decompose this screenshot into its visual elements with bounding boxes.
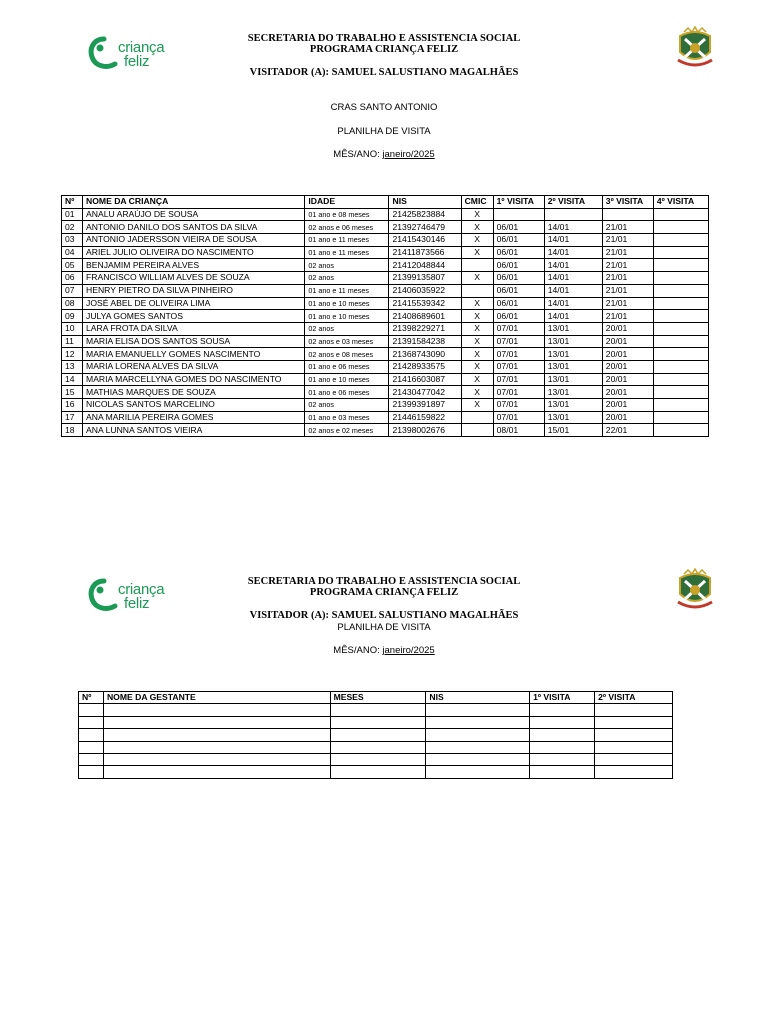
table-row [62,272,709,285]
table-cell: 21391584238 [389,335,461,348]
table-cell[interactable] [426,766,530,778]
table-cell: MARIA MARCELLYNA GOMES DO NASCIMENTO [83,373,305,386]
table-cell: 01 ano e 11 meses [305,246,389,259]
table-cell [653,411,708,424]
table-cell: JOSÉ ABEL DE OLIVEIRA LIMA [83,297,305,310]
sheet-title: PLANILHA DE VISITA [337,126,431,137]
table-cell: 06/01 [493,246,544,259]
table-cell [461,411,493,424]
table-cell[interactable] [426,729,530,741]
month-year-value: janeiro/2025 [382,645,435,656]
table-cell: 21398229271 [389,322,461,335]
table-cell[interactable] [330,741,426,753]
table-cell: 07/01 [493,335,544,348]
table-cell [493,208,544,221]
table-cell: ANA MARILIA PEREIRA GOMES [83,411,305,424]
table-cell: X [461,348,493,361]
table-row [79,729,673,741]
table-cell[interactable] [79,741,104,753]
table-cell[interactable] [103,741,330,753]
table-cell: 21368743090 [389,348,461,361]
table-cell [461,284,493,297]
table-cell[interactable] [426,716,530,728]
table-cell [653,246,708,259]
table-cell: 21412048844 [389,259,461,272]
table-cell: ANTONIO DANILO DOS SANTOS DA SILVA [83,221,305,234]
table-cell: 21415539342 [389,297,461,310]
table-cell: 07/01 [493,322,544,335]
table-cell[interactable] [595,741,673,753]
table-cell: 06/01 [493,221,544,234]
table-cell [653,386,708,399]
table-cell: 07 [62,284,83,297]
table-row [62,360,709,373]
table-cell: 15/01 [544,424,602,437]
table-cell: 21428933575 [389,360,461,373]
table-cell[interactable] [530,729,595,741]
table-cell: 06/01 [493,297,544,310]
table-cell[interactable] [79,766,104,778]
table-cell [653,424,708,437]
table-cell[interactable] [530,766,595,778]
table-cell: 04 [62,246,83,259]
column-header: Nº [79,692,104,704]
table-cell: ANTONIO JADERSSON VIEIRA DE SOUSA [83,234,305,247]
header-program-2: PROGRAMA CRIANÇA FELIZ [309,587,459,598]
table-cell: 21415430146 [389,234,461,247]
table-cell: ANA LUNNA SANTOS VIEIRA [83,424,305,437]
table-cell: 21398002676 [389,424,461,437]
table-row [62,373,709,386]
table-cell: 14/01 [544,221,602,234]
table-cell: 14/01 [544,246,602,259]
table-cell: 13/01 [544,360,602,373]
table-cell: 06 [62,272,83,285]
table-cell: 01 [62,208,83,221]
table-cell: 02 anos e 08 meses [305,348,389,361]
column-header: 2º VISITA [544,196,602,209]
table-cell: ARIEL JULIO OLIVEIRA DO NASCIMENTO [83,246,305,259]
table-cell: 20/01 [602,322,653,335]
table-cell: 10 [62,322,83,335]
sheet-title-2: PLANILHA DE VISITA [337,622,431,633]
table-cell: 21/01 [602,310,653,323]
table-cell: 21446159822 [389,411,461,424]
header-visitor-2: VISITADOR (A): SAMUEL SALUSTIANO MAGALHÃES [249,610,519,621]
table-cell: ANALU ARAÚJO DE SOUSA [83,208,305,221]
column-header: CMIC [461,196,493,209]
table-cell[interactable] [426,704,530,716]
month-year [0,150,768,160]
table-cell: 14/01 [544,310,602,323]
month-year-label: MÊS/ANO: [333,645,383,656]
table-cell: 20/01 [602,348,653,361]
table-row [62,297,709,310]
table-cell: LARA FROTA DA SILVA [83,322,305,335]
table-cell: 07/01 [493,411,544,424]
table-cell: NICOLAS SANTOS MARCELINO [83,399,305,412]
table-cell: 13/01 [544,335,602,348]
column-header: 1º VISITA [493,196,544,209]
table-cell [653,335,708,348]
table-cell: 21408689601 [389,310,461,323]
table-cell [653,284,708,297]
table-cell: X [461,322,493,335]
table-cell: 21411873566 [389,246,461,259]
table-cell: 13/01 [544,373,602,386]
table-cell[interactable] [330,704,426,716]
table-cell: 07/01 [493,399,544,412]
table-row [62,221,709,234]
table-cell [602,208,653,221]
table-cell: 14/01 [544,259,602,272]
table-cell: 01 ano e 08 meses [305,208,389,221]
table-cell [653,208,708,221]
table-cell: JULYA GOMES SANTOS [83,310,305,323]
column-header: NOME DA GESTANTE [103,692,330,704]
table-cell[interactable] [530,741,595,753]
table-cell: MARIA ELISA DOS SANTOS SOUSA [83,335,305,348]
table-cell: 20/01 [602,335,653,348]
table-row [62,322,709,335]
table-row [62,386,709,399]
table-cell[interactable] [79,716,104,728]
table-cell: 14/01 [544,272,602,285]
table-cell [653,297,708,310]
column-header: 1º VISITA [530,692,595,704]
table-cell: X [461,208,493,221]
table-cell: X [461,360,493,373]
table-cell: MARIA LORENA ALVES DA SILVA [83,360,305,373]
table-cell: X [461,399,493,412]
column-header: NIS [389,196,461,209]
table-cell[interactable] [530,704,595,716]
table-cell [653,310,708,323]
table-cell: X [461,272,493,285]
table-cell[interactable] [330,729,426,741]
table-cell: 16 [62,399,83,412]
table-cell: MATHIAS MARQUES DE SOUZA [83,386,305,399]
table-cell: 13 [62,360,83,373]
table-cell: MARIA EMANUELLY GOMES NASCIMENTO [83,348,305,361]
table-cell: 14 [62,373,83,386]
table-cell: 06/01 [493,272,544,285]
table-header-row [79,692,673,704]
table-row [62,424,709,437]
table-cell [653,221,708,234]
table-cell [461,259,493,272]
table-cell: 13/01 [544,411,602,424]
table-cell: 01 ano e 06 meses [305,386,389,399]
table-cell: 21/01 [602,297,653,310]
month-year-value: janeiro/2025 [382,149,435,160]
table-cell: 11 [62,335,83,348]
table-cell: 21392746479 [389,221,461,234]
table-cell: 20/01 [602,399,653,412]
table-cell [653,272,708,285]
logo-word-1: criança [118,581,165,598]
table-cell: 01 ano e 06 meses [305,360,389,373]
table-cell: 07/01 [493,360,544,373]
table-cell: 01 ano e 11 meses [305,234,389,247]
table-cell: 21/01 [602,259,653,272]
table-cell: 02 [62,221,83,234]
table-row [79,766,673,778]
logo-word-2: feliz [124,53,150,70]
table-cell: 15 [62,386,83,399]
month-year-2 [0,646,768,656]
cras-name: CRAS SANTO ANTONIO [330,102,438,113]
table-cell[interactable] [103,753,330,765]
table-cell: 06/01 [493,234,544,247]
table-cell[interactable] [103,729,330,741]
pregnant-visits-table [78,691,673,779]
table-cell: 18 [62,424,83,437]
table-cell [653,348,708,361]
table-cell: 06/01 [493,284,544,297]
table-cell[interactable] [330,753,426,765]
column-header: NIS [426,692,530,704]
table-cell[interactable] [426,741,530,753]
table-cell: 20/01 [602,411,653,424]
table-cell: 02 anos [305,322,389,335]
column-header: NOME DA CRIANÇA [83,196,305,209]
table-row [79,704,673,716]
table-cell: X [461,221,493,234]
table-cell: 20/01 [602,360,653,373]
table-header-row [62,196,709,209]
table-cell: 08 [62,297,83,310]
header-visitor: VISITADOR (A): SAMUEL SALUSTIANO MAGALHÃES [249,67,519,78]
table-row [62,246,709,259]
table-row [62,348,709,361]
table-row [79,716,673,728]
header-secretariat-2: SECRETARIA DO TRABALHO E ASSISTENCIA SOCIAL [247,576,521,587]
table-cell[interactable] [103,704,330,716]
table-cell: 07/01 [493,386,544,399]
table-row [79,741,673,753]
table-cell: 21399135807 [389,272,461,285]
table-cell [653,322,708,335]
table-cell[interactable] [79,729,104,741]
column-header: 2º VISITA [595,692,673,704]
table-cell: X [461,373,493,386]
table-cell: 02 anos [305,259,389,272]
table-row [62,310,709,323]
table-cell[interactable] [426,753,530,765]
table-cell: 06/01 [493,259,544,272]
table-cell: 02 anos [305,272,389,285]
children-visits-table [61,195,709,437]
column-header: IDADE [305,196,389,209]
table-cell [653,360,708,373]
table-cell: 06/01 [493,310,544,323]
table-cell: X [461,310,493,323]
table-cell [544,208,602,221]
table-cell: 21406035922 [389,284,461,297]
table-cell: 07/01 [493,348,544,361]
table-cell: 01 ano e 11 meses [305,284,389,297]
logo-word-1: criança [118,39,165,56]
table-cell: 13/01 [544,322,602,335]
table-cell[interactable] [79,753,104,765]
table-cell: 14/01 [544,234,602,247]
table-cell: 17 [62,411,83,424]
table-cell: 21/01 [602,284,653,297]
table-cell: 22/01 [602,424,653,437]
table-cell[interactable] [79,704,104,716]
table-cell: 14/01 [544,297,602,310]
table-cell[interactable] [530,716,595,728]
table-cell: 13/01 [544,386,602,399]
table-cell [653,399,708,412]
table-cell: 01 ano e 03 meses [305,411,389,424]
table-cell[interactable] [595,753,673,765]
table-cell: 08/01 [493,424,544,437]
table-cell: 07/01 [493,373,544,386]
table-cell: 14/01 [544,284,602,297]
table-cell[interactable] [530,753,595,765]
table-cell[interactable] [595,704,673,716]
table-cell[interactable] [330,766,426,778]
table-cell: 13/01 [544,348,602,361]
table-row [62,284,709,297]
table-cell: FRANCISCO WILLIAM ALVES DE SOUZA [83,272,305,285]
table-cell: 21399391897 [389,399,461,412]
table-cell: X [461,297,493,310]
table-row [62,411,709,424]
table-cell: 09 [62,310,83,323]
header-secretariat: SECRETARIA DO TRABALHO E ASSISTENCIA SOCIAL [247,33,521,44]
table-cell [653,234,708,247]
table-cell: X [461,335,493,348]
table-cell: X [461,234,493,247]
table-cell: 01 ano e 10 meses [305,310,389,323]
table-cell[interactable] [103,716,330,728]
table-cell: 02 anos [305,399,389,412]
table-cell: 02 anos e 06 meses [305,221,389,234]
table-row [62,208,709,221]
table-cell: 20/01 [602,373,653,386]
table-row [62,399,709,412]
table-cell [653,259,708,272]
table-cell: 21/01 [602,246,653,259]
table-cell: 02 anos e 02 meses [305,424,389,437]
table-cell: 21430477042 [389,386,461,399]
header-program: PROGRAMA CRIANÇA FELIZ [309,44,459,55]
table-cell: 21/01 [602,272,653,285]
table-cell: 21425823884 [389,208,461,221]
column-header: Nº [62,196,83,209]
table-cell[interactable] [595,766,673,778]
table-cell[interactable] [103,766,330,778]
table-row [62,259,709,272]
logo-word-2: feliz [124,595,150,612]
table-cell: 21/01 [602,234,653,247]
table-cell: 05 [62,259,83,272]
column-header: 4º VISITA [653,196,708,209]
table-cell: X [461,386,493,399]
table-cell: 01 ano e 10 meses [305,373,389,386]
table-cell: X [461,246,493,259]
table-cell[interactable] [595,716,673,728]
table-row [62,234,709,247]
table-cell: 01 ano e 10 meses [305,297,389,310]
table-cell: 21416603087 [389,373,461,386]
table-cell[interactable] [595,729,673,741]
table-cell[interactable] [330,716,426,728]
table-cell: 20/01 [602,386,653,399]
column-header: MESES [330,692,426,704]
table-cell: 03 [62,234,83,247]
table-cell [653,373,708,386]
table-cell: HENRY PIETRO DA SILVA PINHEIRO [83,284,305,297]
table-cell: 13/01 [544,399,602,412]
table-cell: 02 anos e 03 meses [305,335,389,348]
table-row [62,335,709,348]
table-cell [461,424,493,437]
table-cell: 21/01 [602,221,653,234]
month-year-label: MÊS/ANO: [333,149,383,160]
table-cell: 12 [62,348,83,361]
table-cell: BENJAMIM PEREIRA ALVES [83,259,305,272]
table-row [79,753,673,765]
column-header: 3º VISITA [602,196,653,209]
